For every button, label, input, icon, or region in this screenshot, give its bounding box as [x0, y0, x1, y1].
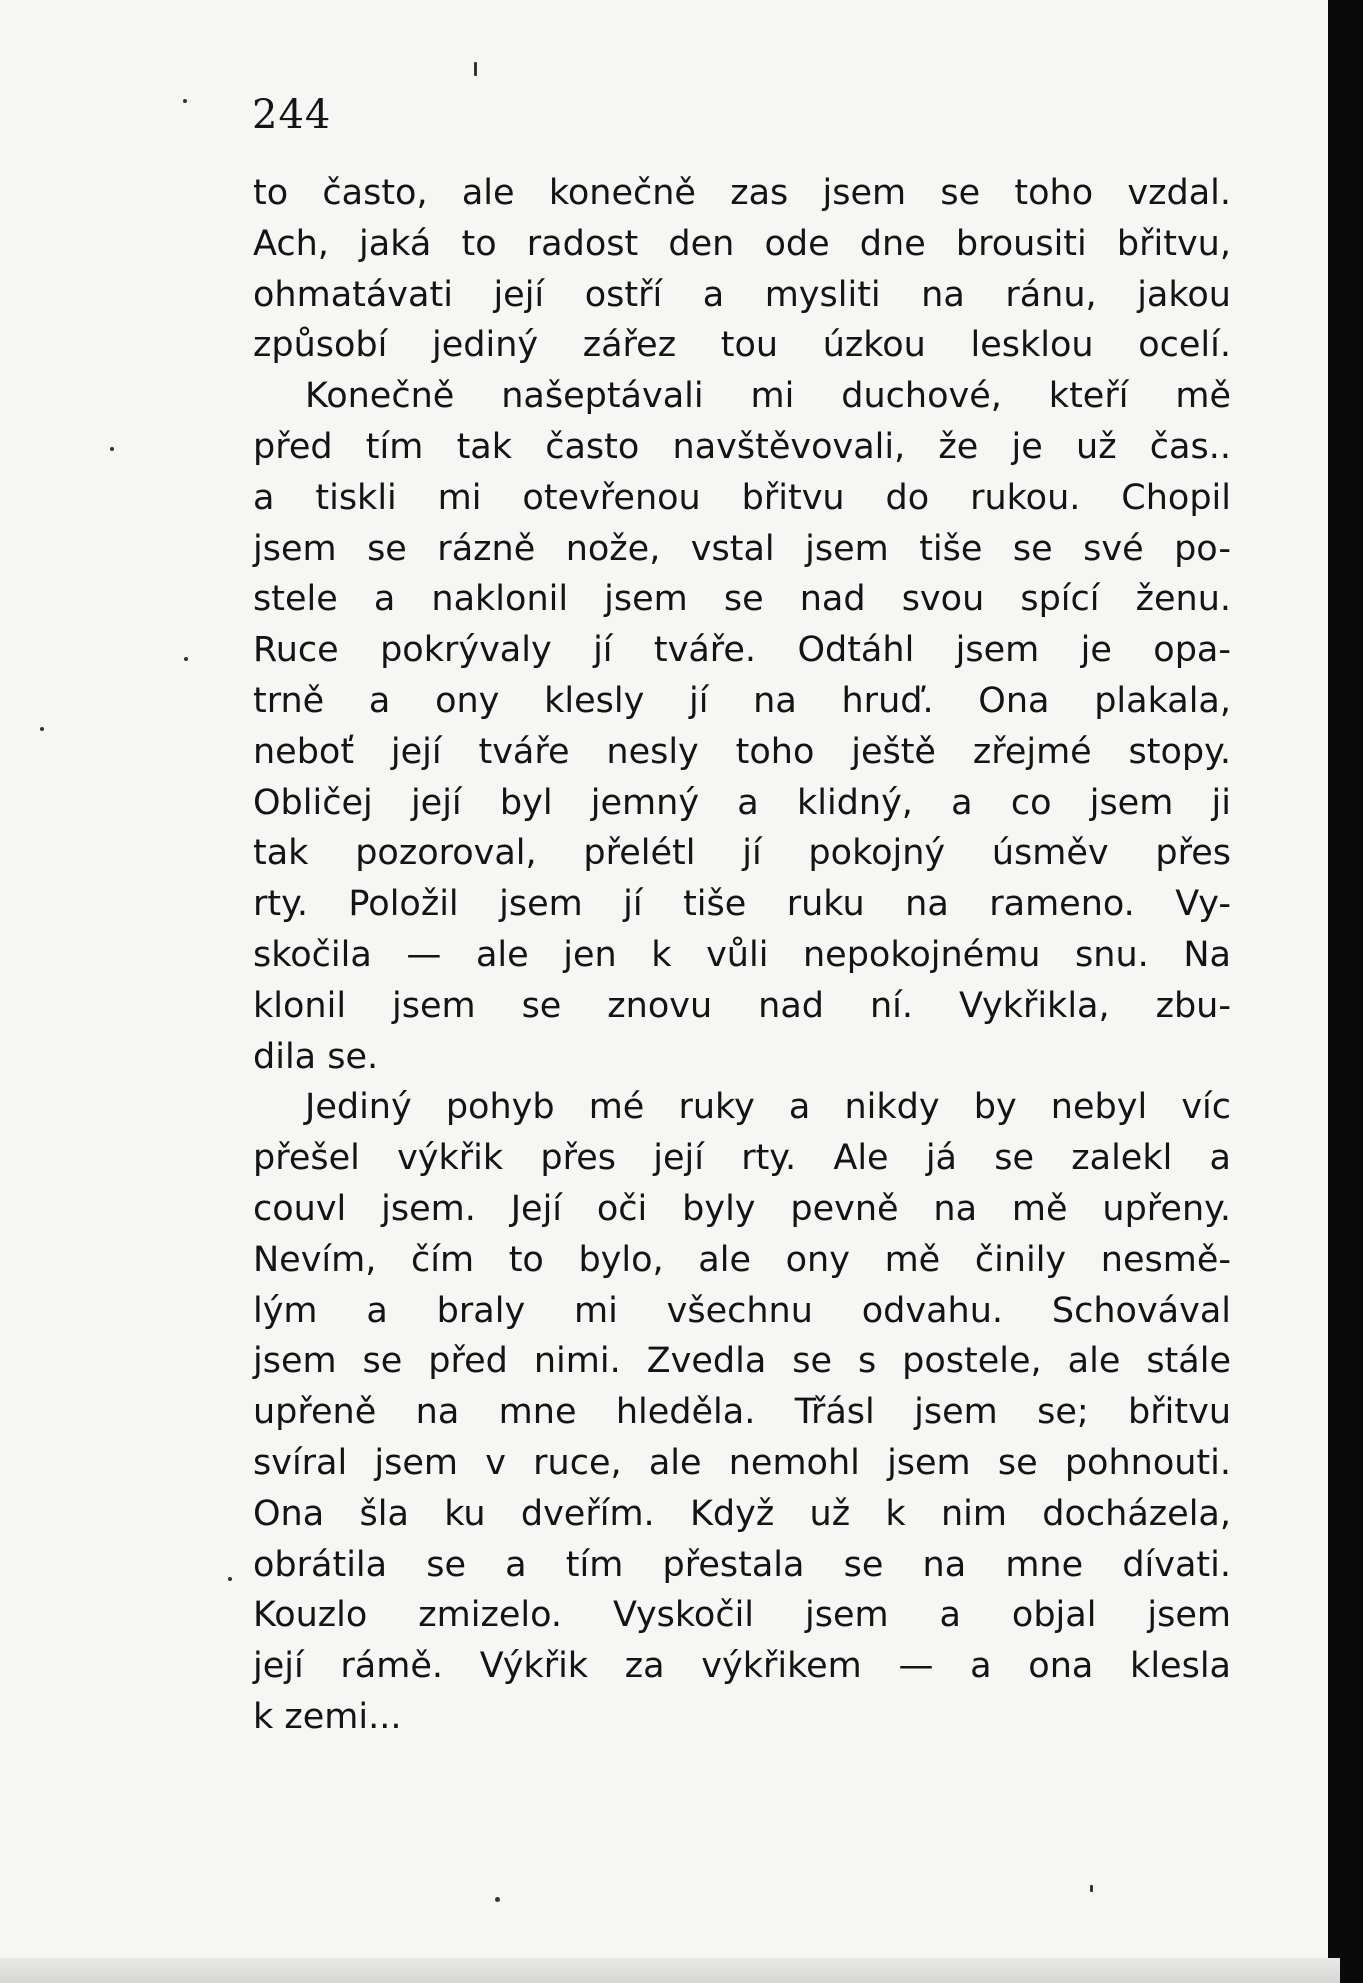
- text-line: to často, ale konečně zas jsem se toho vzdal.: [253, 173, 1231, 213]
- scan-speck: [1090, 1885, 1093, 1892]
- text-line: Jediný pohyb mé ruky a nikdy by nebyl víc: [305, 1087, 1231, 1128]
- scan-speck: [474, 62, 477, 76]
- page-number: 244: [252, 92, 332, 138]
- text-line: Ona šla ku dveřím. Když už k nim docházela,: [253, 1493, 1231, 1534]
- text-line: jsem se před nimi. Zvedla se s postele, ale stále: [253, 1341, 1231, 1382]
- text-line: a tiskli mi otevřenou břitvu do rukou. Chopil: [253, 477, 1231, 518]
- text-line: couvl jsem. Její oči byly pevně na mě upřeny.: [253, 1188, 1231, 1229]
- text-line: obrátila se a tím přestala se na mne dívati.: [253, 1544, 1231, 1585]
- text-line: neboť její tváře nesly toho ještě zřejmé stopy.: [253, 731, 1231, 772]
- text-line: Nevím, čím to bylo, ale ony mě činily nesmě-: [253, 1239, 1231, 1280]
- text-line: přešel výkřik přes její rty. Ale já se zalekl a: [253, 1138, 1231, 1179]
- text-line: upřeně na mne hleděla. Třásl jsem se; břitvu: [253, 1392, 1231, 1433]
- text-line: před tím tak často navštěvovali, že je už čas..: [253, 426, 1231, 467]
- text-line: rty. Položil jsem jí tiše ruku na rameno. Vy-: [253, 884, 1231, 925]
- text-line: klonil jsem se znovu nad ní. Vykřikla, zbu-: [253, 985, 1231, 1026]
- text-line: stele a naklonil jsem se nad svou spící ženu.: [253, 579, 1231, 620]
- text-line: způsobí jediný zářez tou úzkou lesklou ocelí.: [253, 325, 1231, 366]
- text-line: svíral jsem v ruce, ale nemohl jsem se pohnouti.: [253, 1442, 1231, 1483]
- text-line: ohmatávati její ostří a mysliti na ránu, jakou: [253, 274, 1231, 315]
- text-line: skočila — ale jen k vůli nepokojnému snu. Na: [253, 934, 1231, 975]
- body-text: [253, 168, 1231, 1743]
- text-line: Ach, jaká to radost den ode dne brousiti břitvu,: [253, 223, 1231, 264]
- text-line: k zemi...: [253, 1696, 402, 1737]
- text-line: lým a braly mi všechnu odvahu. Schovával: [253, 1290, 1231, 1331]
- scan-speck: [184, 657, 188, 661]
- scan-speck: [110, 447, 114, 451]
- text-line: její rámě. Výkřik za výkřikem — a ona klesla: [253, 1646, 1231, 1687]
- text-line: Ruce pokrývaly jí tváře. Odtáhl jsem je opa-: [253, 630, 1231, 671]
- text-line: Konečně našeptávali mi duchové, kteří mě: [305, 376, 1231, 417]
- scan-border-bottom: [0, 1958, 1340, 1983]
- scan-speck: [228, 1577, 232, 1581]
- text-line: Obličej její byl jemný a klidný, a co jsem ji: [253, 782, 1231, 823]
- text-line: Kouzlo zmizelo. Vyskočil jsem a objal jsem: [253, 1595, 1231, 1636]
- scan-speck: [495, 1897, 500, 1902]
- text-line: tak pozoroval, přelétl jí pokojný úsměv přes: [253, 833, 1231, 874]
- text-line: trně a ony klesly jí na hruď. Ona plakala,: [253, 680, 1231, 721]
- text-line: jsem se rázně nože, vstal jsem tiše se své po-: [253, 528, 1231, 569]
- text-line: dila se.: [253, 1036, 379, 1077]
- scan-speck: [183, 99, 187, 103]
- scan-speck: [40, 727, 44, 731]
- scan-border-right: [1328, 0, 1363, 1983]
